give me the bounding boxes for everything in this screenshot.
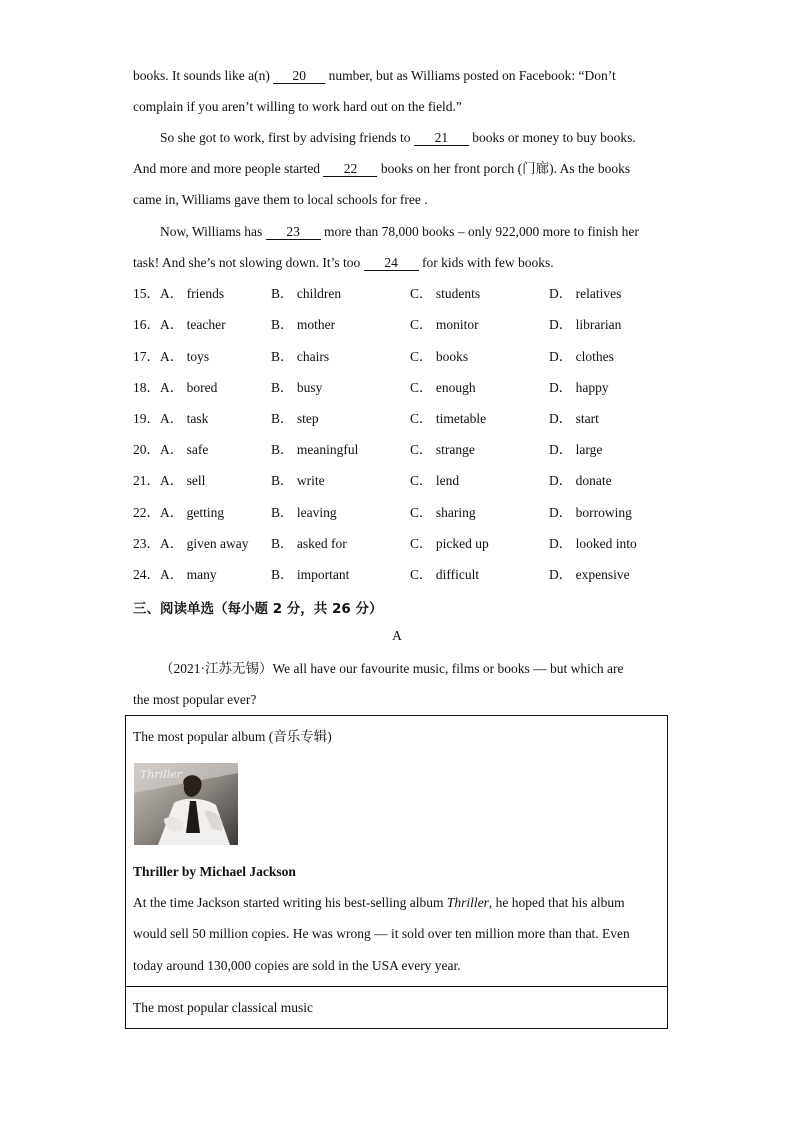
album-title-italic: Thriller (446, 895, 489, 910)
text: books. It sounds like a(n) (133, 68, 274, 83)
option-b[interactable]: B． asked for (271, 536, 347, 551)
question-number: 16． (133, 317, 160, 332)
album-paragraph-line-2: would sell 50 million copies. He was wrong — it sold over ten million more than that. Even (133, 926, 630, 941)
passage-line-5: came in, Williams gave them to local schools for free . (133, 192, 428, 207)
option-a[interactable]: A． bored (160, 380, 218, 395)
option-a[interactable]: A． sell (160, 473, 206, 488)
text: more than 78,000 books – only 922,000 more to finish her (320, 224, 639, 239)
text: Now, Williams has (160, 224, 266, 239)
option-b[interactable]: B． leaving (271, 505, 337, 520)
option-c[interactable]: C． picked up (410, 536, 489, 551)
question-number: 23． (133, 536, 160, 551)
album-box-title: The most popular album (音乐专辑) (133, 729, 332, 744)
intro-line-1: （2021·江苏无锡）We all have our favourite music, films or books — but which are (160, 661, 624, 676)
option-d[interactable]: D． donate (549, 473, 612, 488)
option-c[interactable]: C． difficult (410, 567, 480, 582)
option-d[interactable]: D． relatives (549, 286, 622, 301)
option-b[interactable]: B． mother (271, 317, 336, 332)
svg-text:Thriller: Thriller (140, 768, 183, 781)
option-a[interactable]: A． teacher (160, 317, 226, 332)
option-c[interactable]: C． books (410, 349, 469, 364)
option-c[interactable]: C． enough (410, 380, 476, 395)
text: for kids with few books. (418, 255, 554, 270)
passage-line-2: complain if you aren’t willing to work hard out on the field.” (133, 99, 462, 114)
passage-line-4 (133, 160, 630, 178)
text: , he hoped that his album (488, 895, 625, 910)
option-a[interactable]: A． task (160, 411, 209, 426)
option-a[interactable]: A． safe (160, 442, 209, 457)
option-d[interactable]: D． borrowing (549, 505, 632, 520)
option-a[interactable]: A． getting (160, 505, 225, 520)
classical-box-title: The most popular classical music (133, 1000, 313, 1015)
option-d[interactable]: D． clothes (549, 349, 614, 364)
question-number: 19． (133, 411, 160, 426)
question-number: 17． (133, 349, 160, 364)
album-paragraph-line-3: today around 130,000 copies are sold in the USA every year. (133, 958, 461, 973)
album-paragraph-line-1 (133, 894, 625, 912)
passage-line-7 (133, 254, 554, 272)
option-a[interactable]: A． toys (160, 349, 210, 364)
blank-22: 22 (323, 161, 377, 177)
option-d[interactable]: D． librarian (549, 317, 622, 332)
question-number: 15． (133, 286, 160, 301)
blank-23: 23 (266, 224, 321, 240)
option-d[interactable]: D． happy (549, 380, 609, 395)
option-b[interactable]: B． important (271, 567, 350, 582)
album-heading: Thriller by Michael Jackson (133, 864, 296, 879)
album-box (125, 715, 668, 987)
question-number: 18． (133, 380, 160, 395)
album-cover-image (134, 763, 238, 845)
text: books on her front porch (门廊). As the books (377, 161, 631, 176)
text: And more and more people started (133, 161, 324, 176)
part-label: A (392, 628, 402, 643)
option-d[interactable]: D． start (549, 411, 599, 426)
option-c[interactable]: C． strange (410, 442, 475, 457)
option-a[interactable]: A． many (160, 567, 217, 582)
option-b[interactable]: B． busy (271, 380, 323, 395)
option-b[interactable]: B． children (271, 286, 342, 301)
question-number: 21． (133, 473, 160, 488)
question-number: 20． (133, 442, 160, 457)
option-c[interactable]: C． students (410, 286, 481, 301)
text: task! And she’s not slowing down. It’s too (133, 255, 364, 270)
intro-line-2: the most popular ever? (133, 692, 257, 707)
option-c[interactable]: C． lend (410, 473, 460, 488)
blank-20: 20 (273, 68, 325, 84)
option-b[interactable]: B． meaningful (271, 442, 359, 457)
section-heading: 三、阅读单选（每小题 2 分，共 26 分） (133, 601, 383, 617)
option-b[interactable]: B． write (271, 473, 325, 488)
option-b[interactable]: B． chairs (271, 349, 330, 364)
passage-line-3 (160, 129, 636, 147)
text: number, but as Williams posted on Facebook: “Don’t (325, 68, 616, 83)
question-number: 22． (133, 505, 160, 520)
option-c[interactable]: C． sharing (410, 505, 476, 520)
blank-21: 21 (414, 130, 469, 146)
blank-24: 24 (364, 255, 419, 271)
option-a[interactable]: A． friends (160, 286, 225, 301)
option-d[interactable]: D． looked into (549, 536, 637, 551)
option-d[interactable]: D． large (549, 442, 603, 457)
question-number: 24． (133, 567, 160, 582)
passage-line-6 (160, 223, 639, 241)
text: At the time Jackson started writing his best-selling album (133, 895, 447, 910)
text: books or money to buy books. (468, 130, 636, 145)
text: So she got to work, first by advising friends to (160, 130, 414, 145)
option-a[interactable]: A． given away (160, 536, 249, 551)
option-d[interactable]: D． expensive (549, 567, 630, 582)
option-c[interactable]: C． monitor (410, 317, 479, 332)
passage-line-1 (133, 67, 616, 85)
option-c[interactable]: C． timetable (410, 411, 487, 426)
option-b[interactable]: B． step (271, 411, 319, 426)
